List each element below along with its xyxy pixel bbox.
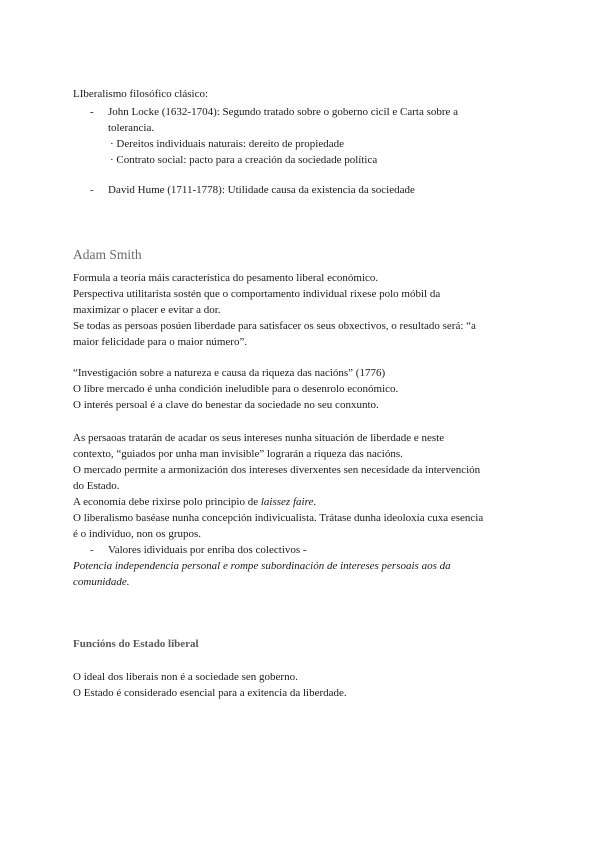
paragraph-line: é o indivíduo, non os grupos.: [73, 528, 202, 540]
paragraph-line: contexto, “guiados por unha man invisible” lograrán a riqueza das nacións.: [73, 448, 403, 460]
paragraph-line: do Estado.: [73, 480, 120, 492]
sub-item-dereitos: · Dereitos individuais naturais: dereito de propiedade: [110, 138, 344, 150]
section-title-liberalismo: LIberalismo filosófico clásico:: [73, 88, 209, 100]
paragraph-line: maior felicidade para o maior número”.: [73, 336, 248, 348]
list-dash: -: [90, 544, 94, 556]
heading-funcions-estado: Funcións do Estado liberal: [73, 638, 199, 650]
paragraph-line: O liberalismo baséase nunha concepción indivicualista. Trátase dunha ideoloxía cuxa esencia: [73, 512, 484, 524]
list-item-valores: Valores idividuais por enriba dos colectivos -: [108, 544, 307, 556]
list-dash: -: [90, 106, 94, 118]
paragraph-line: O Estado é considerado esencial para a exitencia da liberdade.: [73, 687, 347, 699]
italic-line: comunidade.: [73, 576, 130, 588]
paragraph-line: O ideal dos liberais non é a sociedade sen goberno.: [73, 671, 298, 683]
heading-adam-smith: Adam Smith: [73, 247, 142, 262]
laissez-suffix: .: [313, 496, 317, 508]
sub-item-contrato: · Contrato social: pacto para a creación da sociedade política: [110, 154, 378, 166]
paragraph-line: O mercado permite a armonización dos intereses diverxentes sen necesidade da intervención: [73, 464, 481, 476]
list-item-locke-line2: tolerancia.: [108, 122, 155, 134]
list-item-locke-line1: John Locke (1632-1704): Segundo tratado sobre o goberno cicil e Carta sobre a: [108, 106, 459, 118]
list-item-hume: David Hume (1711-1778): Utilidade causa da existencia da sociedade: [108, 184, 415, 196]
paragraph-line: Formula a teoría máis característica do pesamento liberal económico.: [73, 272, 379, 284]
italic-line: Potencia independencia personal e rompe subordinación de intereses persoais aos da: [73, 560, 451, 572]
laissez-prefix: A economía debe rixirse polo principio de: [73, 496, 261, 508]
paragraph-line: O interés persoal é a clave do benestar da sociedade no seu conxunto.: [73, 399, 379, 411]
laissez-faire-term: laissez faire: [260, 496, 314, 508]
paragraph-line-laissez-faire: [73, 494, 316, 510]
paragraph-line: “Investigación sobre a natureza e causa da riqueza das nacións” (1776): [73, 367, 386, 379]
paragraph-line: maximizar o placer e evitar a dor.: [73, 304, 221, 316]
list-dash: -: [90, 184, 94, 196]
paragraph-line: As persaoas tratarán de acadar os seus intereses nunha situación de liberdade e neste: [73, 432, 445, 444]
paragraph-line: Se todas as persoas posúen liberdade para satisfacer os seus obxectivos, o resultado será: “a: [73, 320, 476, 332]
paragraph-line: O libre mercado é unha condición ineludible para o desenrolo económico.: [73, 383, 399, 395]
paragraph-line: Perspectiva utilitarista sostén que o comportamento individual rixese polo móbil da: [73, 288, 441, 300]
